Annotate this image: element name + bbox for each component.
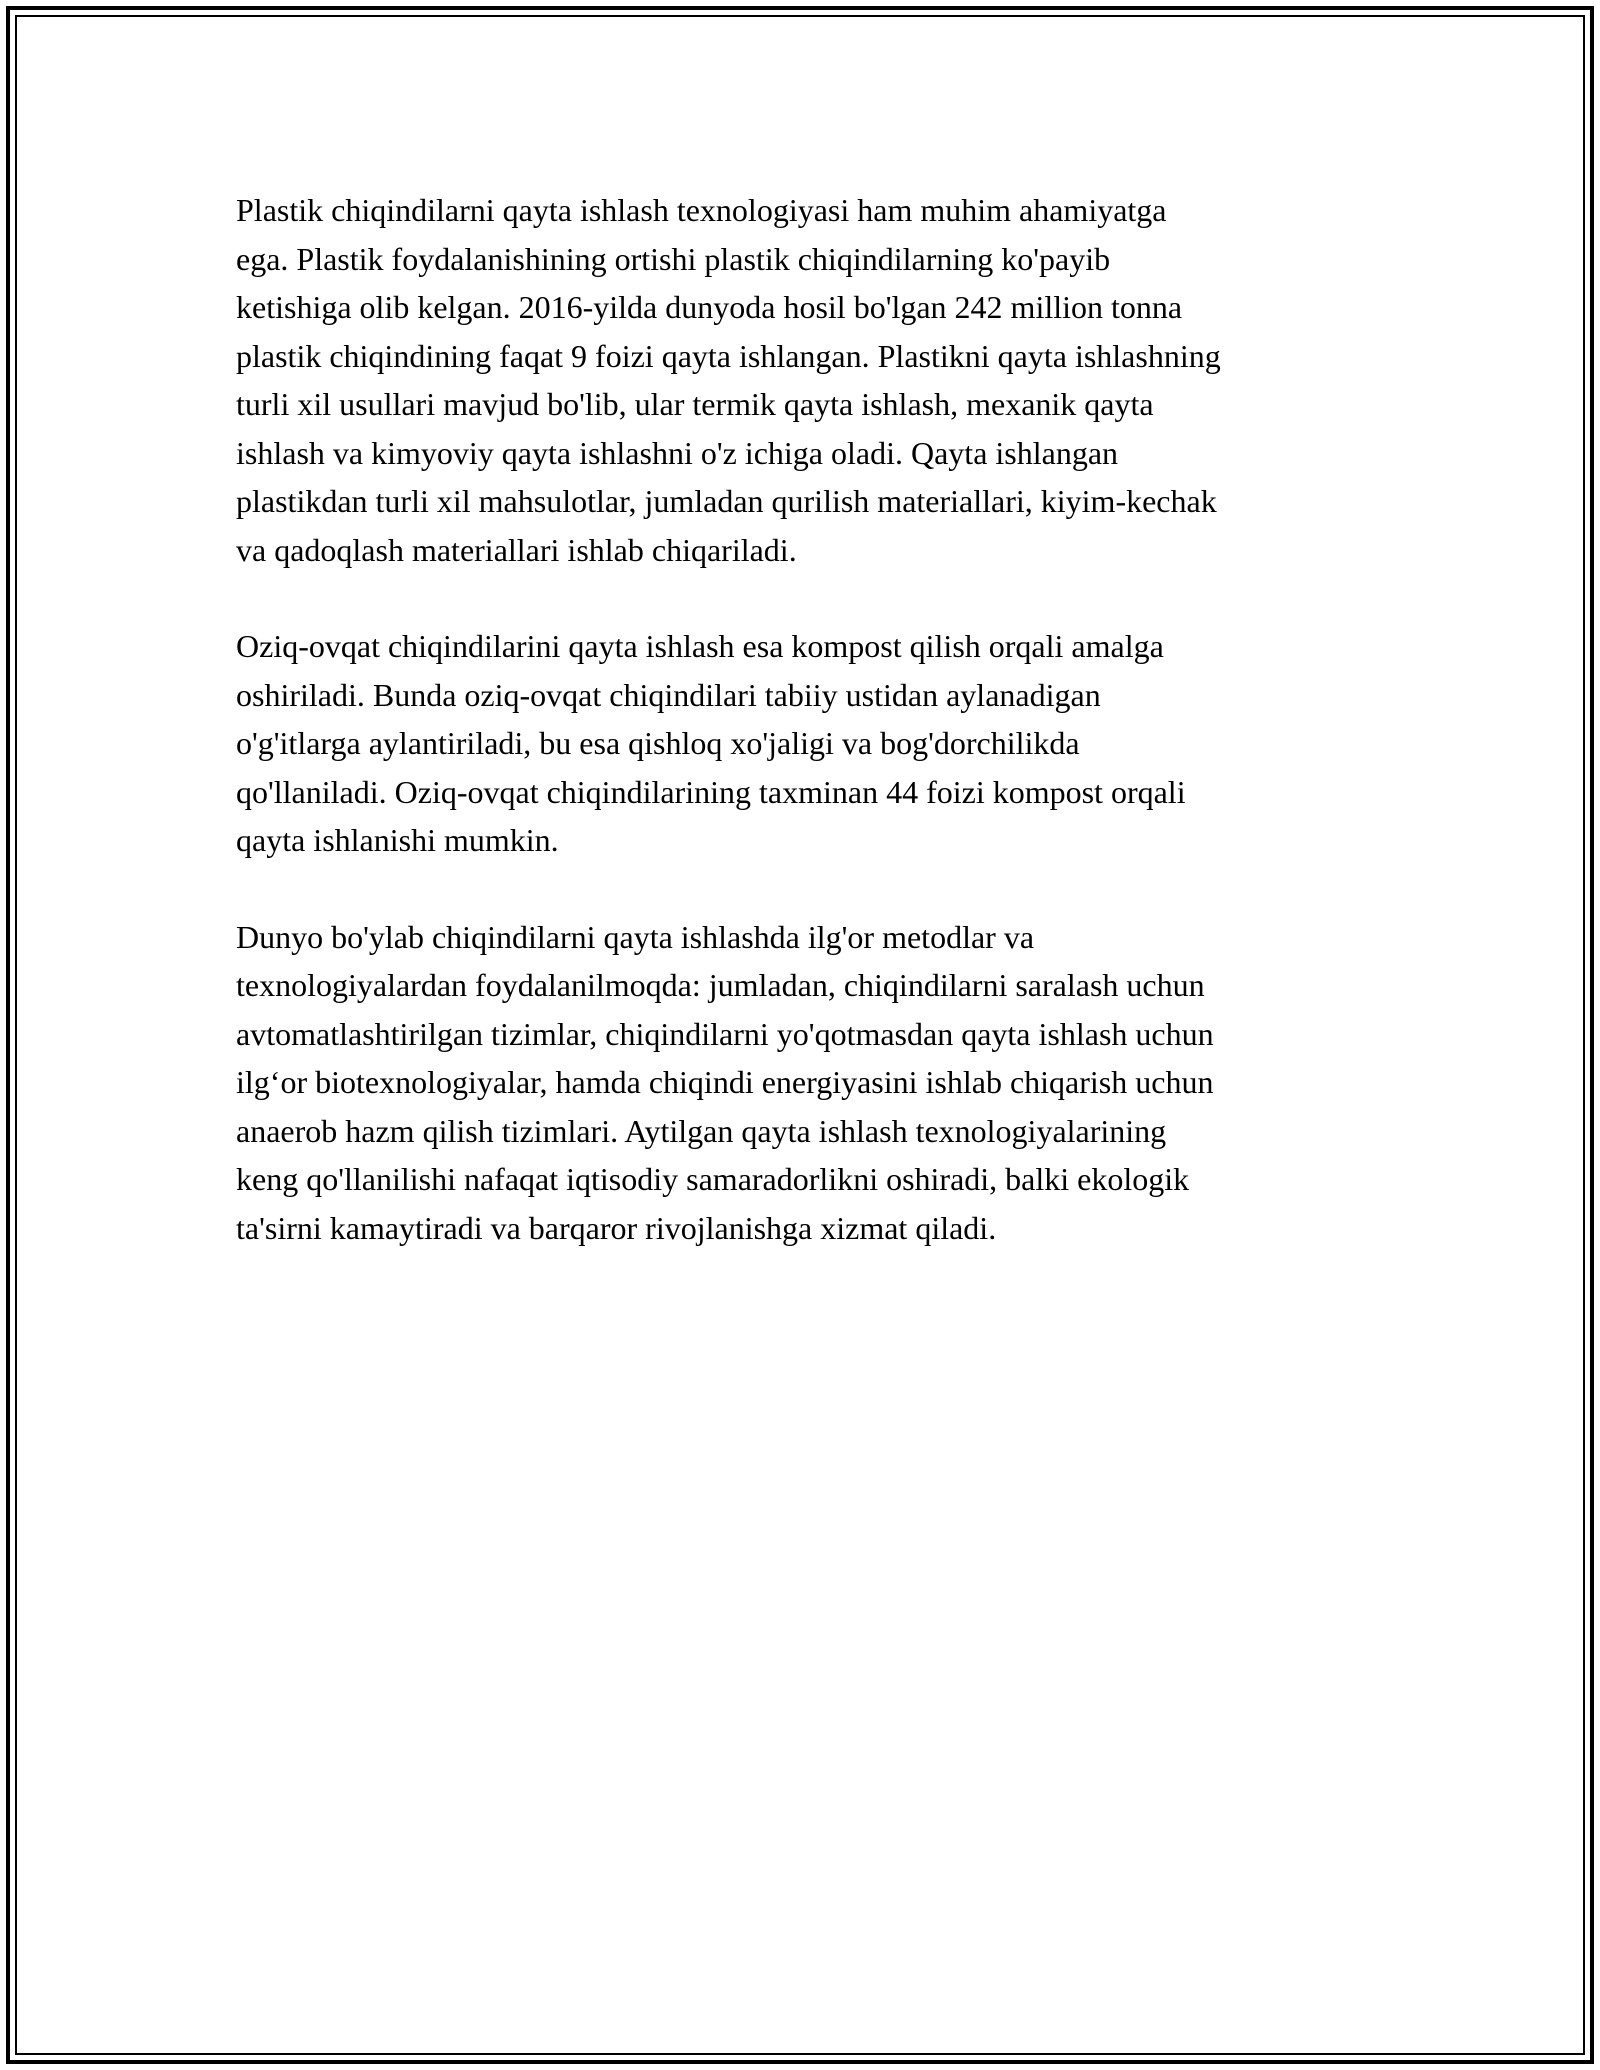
- text-line: qo'llaniladi. Oziq-ovqat chiqindilarining taxminan 44 foizi kompost orqali: [236, 773, 1186, 810]
- text-line: texnologiyalardan foydalanilmoqda: jumladan, chiqindilarni saralash uchun: [236, 967, 1205, 1003]
- text-line: ta'sirni kamaytiradi va barqaror rivojlanishga xizmat qiladi.: [236, 1209, 997, 1246]
- text-line: plastikdan turli xil mahsulotlar, jumladan qurilish materiallari, kiyim-kechak: [236, 483, 1217, 519]
- text-line: va qadoqlash materiallari ishlab chiqariladi.: [236, 531, 797, 568]
- paragraph-advanced-technologies: [236, 913, 1386, 1253]
- text-line: qayta ishlanishi mumkin.: [236, 822, 559, 858]
- text-line: o'g'itlarga aylantiriladi, bu esa qishloq xo'jaligi va bog'dorchilikda: [236, 725, 1080, 761]
- document-body: [236, 186, 1386, 1300]
- text-line: Dunyo bo'ylab chiqindilarni qayta ishlashda ilg'or metodlar va: [236, 918, 1035, 955]
- text-line: oshiriladi. Bunda oziq-ovqat chiqindilari tabiiy ustidan aylanadigan: [236, 676, 1101, 713]
- text-line: turli xil usullari mavjud bo'lib, ular termik qayta ishlash, mexanik qayta: [236, 386, 1154, 422]
- text-line: ilg‘or biotexnologiyalar, hamda chiqindi energiyasini ishlab chiqarish uchun: [236, 1064, 1214, 1100]
- paragraph-plastic-recycling: [236, 186, 1386, 574]
- text-line: plastik chiqindining faqat 9 foizi qayta ishlangan. Plastikni qayta ishlashning: [236, 337, 1221, 374]
- text-line: avtomatlashtirilgan tizimlar, chiqindilarni yo'qotmasdan qayta ishlash uchun: [236, 1015, 1214, 1052]
- text-line: Plastik chiqindilarni qayta ishlash texnologiyasi ham muhim ahamiyatga: [236, 192, 1167, 228]
- text-line: ega. Plastik foydalanishining ortishi plastik chiqindilarning ko'payib: [236, 240, 1111, 277]
- text-line: ishlash va kimyoviy qayta ishlashni o'z ichiga oladi. Qayta ishlangan: [236, 434, 1119, 471]
- text-line: Oziq-ovqat chiqindilarini qayta ishlash esa kompost qilish orqali amalga: [236, 628, 1164, 664]
- text-line: ketishiga olib kelgan. 2016-yilda dunyoda hosil bo'lgan 242 million tonna: [236, 289, 1183, 325]
- paragraph-food-waste-composting: [236, 622, 1386, 865]
- text-line: keng qo'llanilishi nafaqat iqtisodiy samaradorlikni oshiradi, balki ekologik: [236, 1161, 1190, 1197]
- text-line: anaerob hazm qilish tizimlari. Aytilgan qayta ishlash texnologiyalarining: [236, 1112, 1167, 1149]
